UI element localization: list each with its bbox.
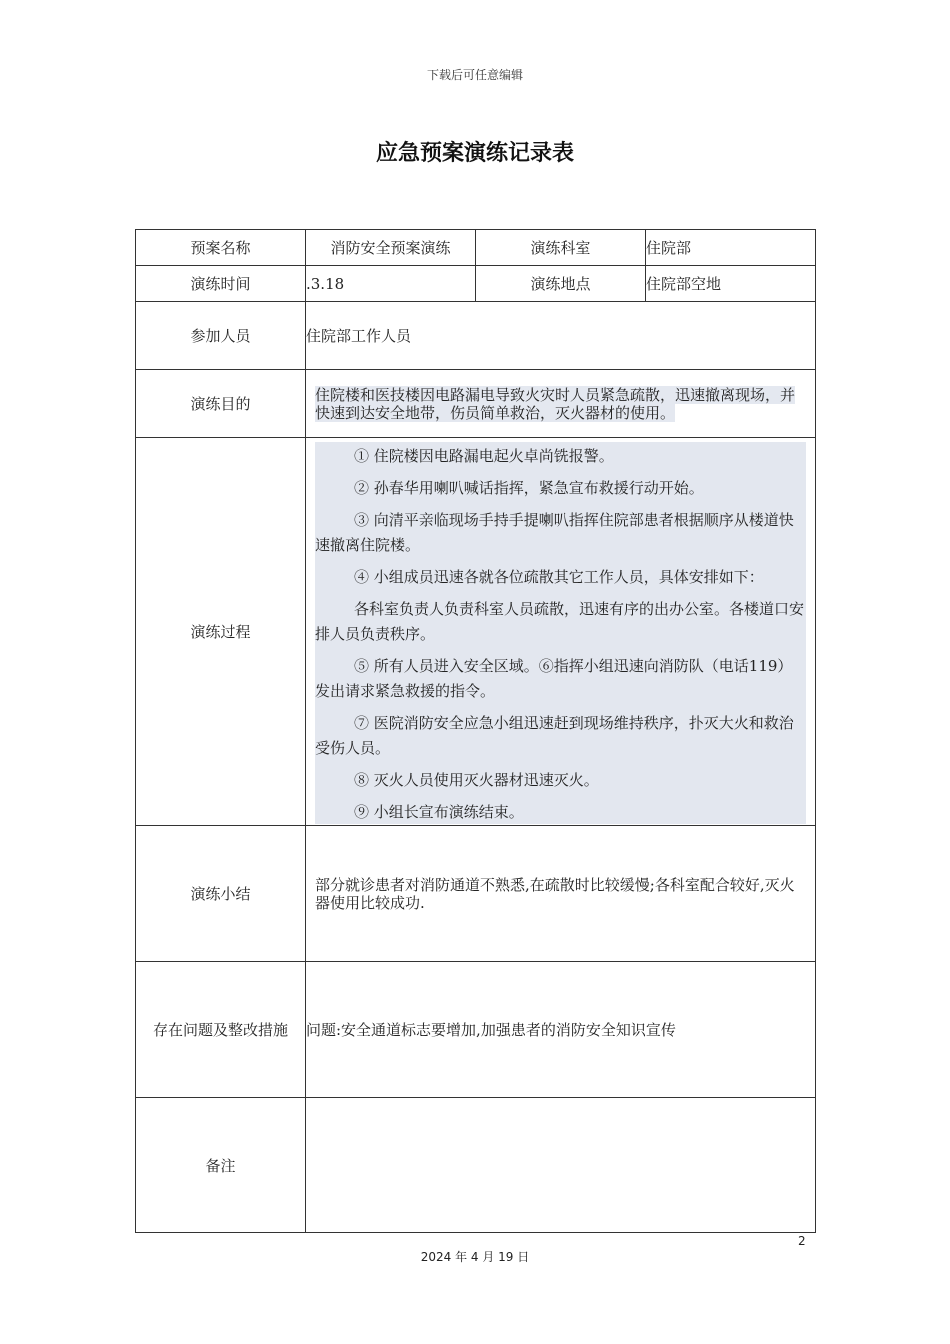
process-step: ⑤ 所有人员进入安全区域。⑥指挥小组迅速向消防队（电话119）发出请求紧急救援的指令。: [315, 657, 793, 700]
time-label: 演练时间: [136, 266, 306, 302]
drill-record-table: [135, 229, 816, 1233]
process-step: ④ 小组成员迅速各就各位疏散其它工作人员，具体安排如下：: [354, 568, 764, 586]
process-cell: [306, 438, 816, 826]
location-value: 住院部空地: [646, 266, 816, 302]
process-step: ② 孙春华用喇叭喊话指挥，紧急宣布救援行动开始。: [354, 479, 704, 497]
process-step: ⑧ 灭火人员使用灭火器材迅速灭火。: [354, 771, 599, 789]
process-step: ⑦ 医院消防安全应急小组迅速赶到现场维持秩序，扑灭大火和救治受伤人员。: [315, 714, 794, 757]
purpose-cell: [306, 370, 816, 438]
summary-label: 演练小结: [136, 826, 306, 962]
process-step: ⑨ 小组长宣布演练结束。: [354, 803, 524, 821]
purpose-label: 演练目的: [136, 370, 306, 438]
process-step: 各科室负责人负责科室人员疏散，迅速有序的出办公室。各楼道口安排人员负责秩序。: [315, 600, 805, 643]
page-title: 应急预案演练记录表: [375, 141, 574, 166]
department-value: 住院部: [646, 230, 816, 266]
summary-cell: [306, 826, 816, 962]
summary-value: 部分就诊患者对消防通道不熟悉,在疏散时比较缓慢;各科室配合较好,灭火器使用比较成功.: [315, 875, 795, 912]
process-step: ③ 向清平亲临现场手持手提喇叭指挥住院部患者根据顺序从楼道快速撤离住院楼。: [315, 511, 794, 554]
issues-value: 问题:安全通道标志要增加,加强患者的消防安全知识宣传: [306, 962, 816, 1098]
time-value: .3.18: [306, 266, 476, 302]
plan-name-label: 预案名称: [136, 230, 306, 266]
process-label: 演练过程: [136, 438, 306, 826]
purpose-value: 住院楼和医技楼因电路漏电导致火灾时人员紧急疏散，迅速撤离现场，并快速到达安全地带，伤员简单救治，灭火器材的使用。: [315, 385, 796, 422]
location-label: 演练地点: [476, 266, 646, 302]
header-note: 下载后可任意编辑: [426, 68, 523, 82]
plan-name-value: 消防安全预案演练: [306, 230, 476, 266]
department-label: 演练科室: [476, 230, 646, 266]
process-step: ① 住院楼因电路漏电起火卓尚铣报警。: [354, 447, 614, 465]
participants-value: 住院部工作人员: [306, 302, 816, 370]
participants-label: 参加人员: [136, 302, 306, 370]
issues-label: 存在问题及整改措施: [136, 962, 306, 1098]
page-number: 2: [798, 1234, 806, 1248]
remarks-value: [306, 1098, 816, 1233]
footer-date: 2024 年 4 月 19 日: [420, 1250, 530, 1264]
process-steps: [315, 442, 806, 824]
remarks-label: 备注: [136, 1098, 306, 1233]
